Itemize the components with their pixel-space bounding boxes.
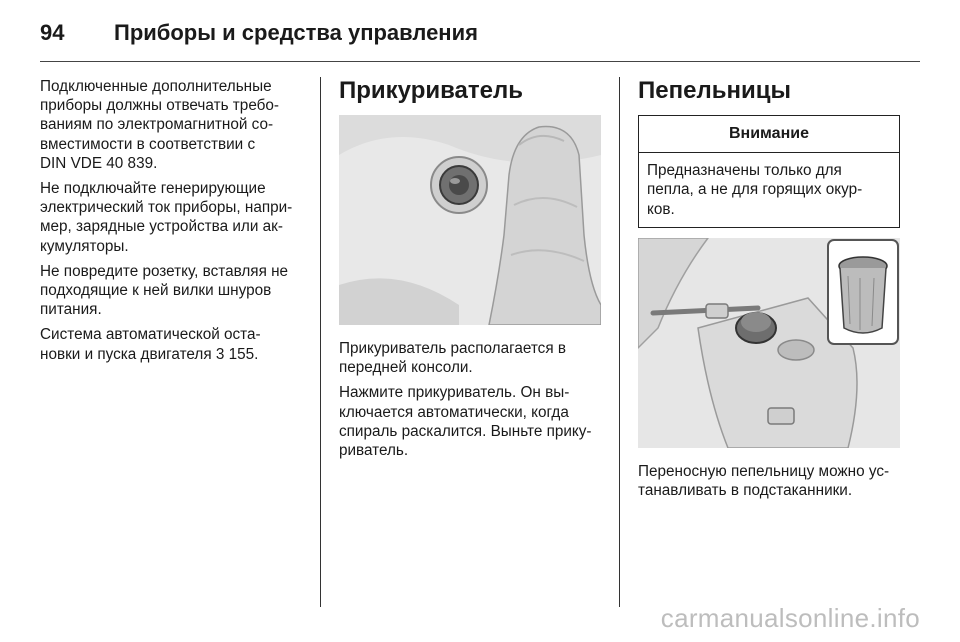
paragraph-emc	[40, 77, 312, 173]
text-line: танавливать в подстаканники.	[638, 482, 853, 500]
text-line: DIN VDE 40 839.	[40, 154, 158, 172]
column-1	[40, 77, 312, 370]
page-number: 94	[40, 20, 65, 45]
column-divider-1	[320, 77, 321, 607]
lighter-drawing	[339, 115, 601, 325]
page-header	[40, 17, 478, 49]
text-line: Подключенные дополнительные	[40, 78, 272, 95]
paragraph-no-chargers	[40, 179, 312, 256]
header-rule	[40, 61, 920, 62]
text-line: риватель.	[339, 442, 409, 460]
column-2	[339, 77, 603, 466]
cigarette-lighter-illustration	[339, 115, 601, 325]
text-line: вместимости в соответствии с	[40, 135, 256, 153]
text-line: Предназначены только для	[647, 162, 842, 180]
text-line: кумуляторы.	[40, 237, 129, 255]
text-line: Система автоматической оста-	[40, 326, 261, 344]
ashtray-illustration	[638, 238, 900, 448]
text-line: ваниям по электромагнитной со-	[40, 116, 274, 134]
text-line: спираль раскалится. Выньте прику-	[339, 422, 592, 440]
paragraph-portable-ashtray	[638, 462, 902, 500]
ashtray-drawing	[638, 238, 900, 448]
text-line: подходящие к ней вилки шнуров	[40, 282, 272, 300]
text-line: Не повредите розетку, вставляя не	[40, 262, 289, 280]
text-line: Нажмите прикуриватель. Он вы-	[339, 384, 570, 402]
section-heading-ashtrays: Пепельницы	[638, 77, 791, 104]
text-line: приборы должны отвечать требо-	[40, 97, 280, 115]
warning-box	[638, 115, 900, 228]
text-line: передней консоли.	[339, 359, 473, 377]
paragraph-stop-start	[40, 325, 312, 363]
watermark: carmanualsonline.info	[660, 603, 920, 633]
text-line: электрический ток приборы, напри-	[40, 199, 293, 217]
paragraph-lighter-usage	[339, 383, 603, 460]
text-line: Прикуриватель располагается в	[339, 340, 566, 357]
text-line: питания.	[40, 301, 102, 319]
paragraph-socket-damage	[40, 262, 312, 320]
page-title: Приборы и средства управления	[114, 20, 478, 45]
column-divider-2	[619, 77, 620, 607]
text-line: ключается автоматически, когда	[339, 403, 569, 421]
text-line: Переносную пепельницу можно ус-	[638, 462, 890, 480]
warning-title: Внимание	[639, 116, 899, 153]
column-3	[638, 77, 902, 506]
section-heading-lighter: Прикуриватель	[339, 77, 524, 104]
paragraph-lighter-location	[339, 339, 603, 377]
text-line: пепла, а не для горящих окур-	[647, 181, 863, 199]
text-line: Не подключайте генерирующие	[40, 180, 266, 198]
text-line: ков.	[647, 200, 675, 218]
text-line: мер, зарядные устройства или ак-	[40, 218, 283, 236]
warning-body	[639, 153, 899, 227]
text-line: новки и пуска двигателя 3 155.	[40, 345, 259, 363]
